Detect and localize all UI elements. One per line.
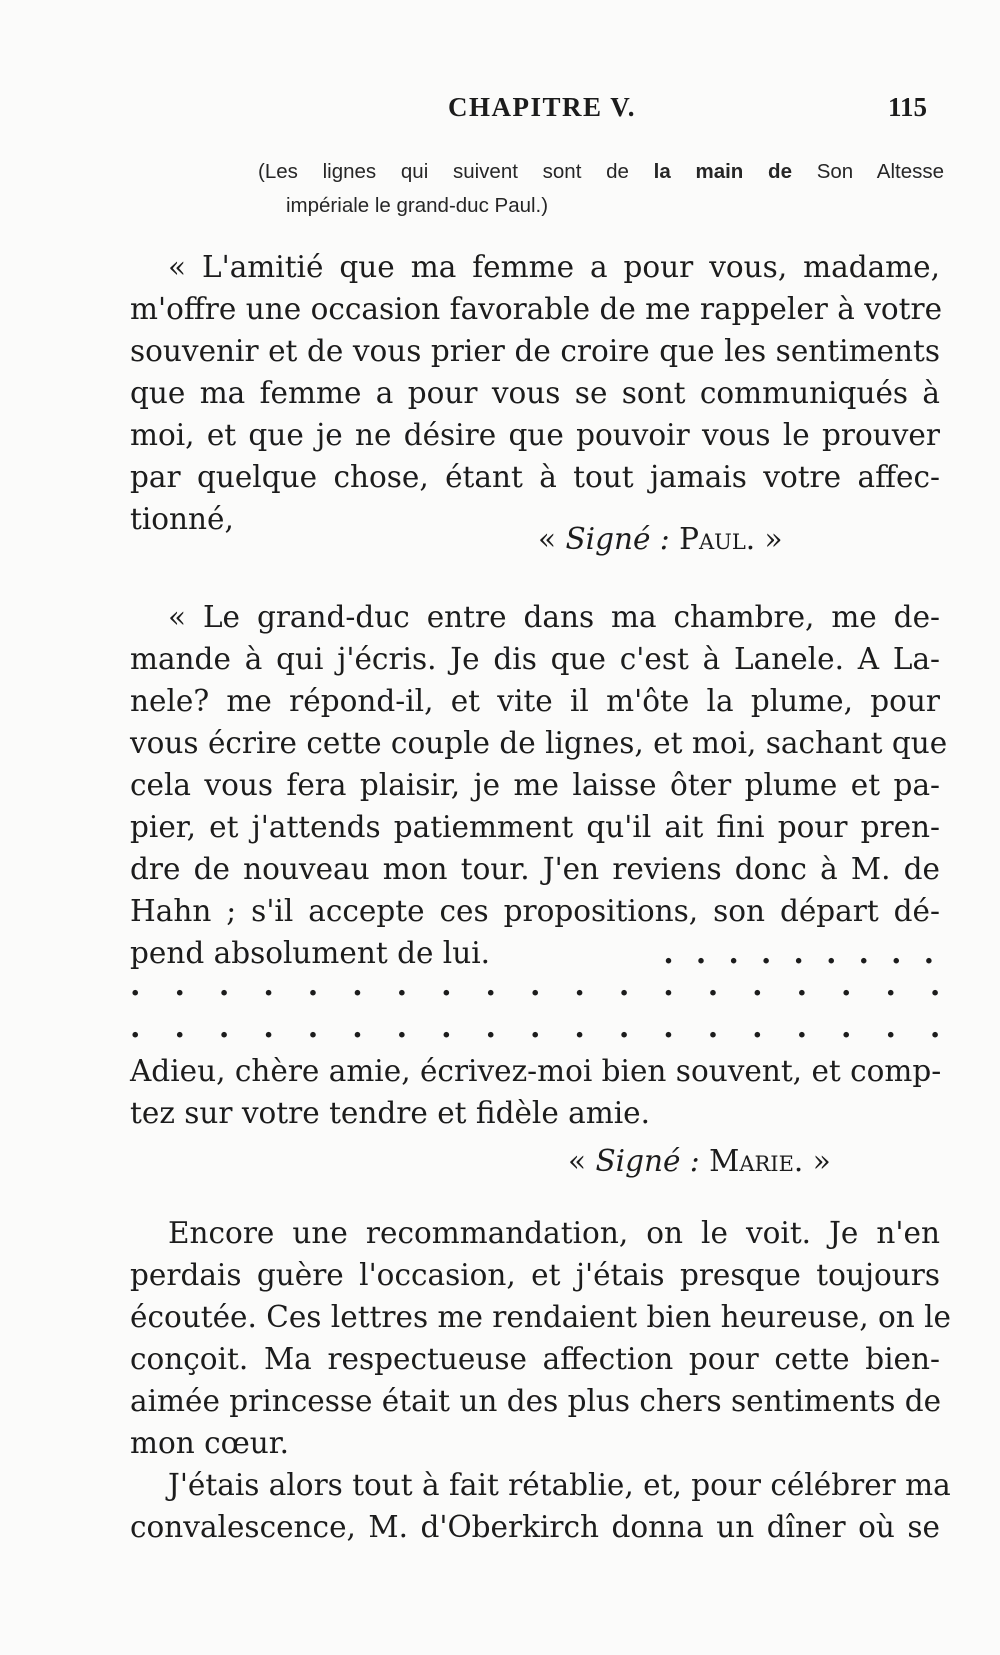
text-line: nele? me répond-il, et vite il m'ôte la plume, pour <box>130 684 940 718</box>
ellipsis-dots: . . . . . . . . . <box>663 935 940 970</box>
ellipsis-dot: . <box>796 1010 808 1045</box>
note-line <box>258 155 944 189</box>
signature-label: Signé : <box>595 1144 700 1178</box>
text-line: tez sur votre tendre et fidèle amie. <box>130 1096 651 1130</box>
ellipsis-dot: . <box>218 1010 230 1045</box>
ellipsis-dot: . <box>485 968 496 1003</box>
text-line: que ma femme a pour vous se sont communiqués à <box>130 376 940 410</box>
signature-name: Paul. <box>669 522 756 556</box>
ellipsis-dot: . <box>263 968 274 1003</box>
text-line: moi, et que je ne désire que pouvoir vous le prouver <box>130 418 940 452</box>
text-line: cela vous fera plaisir, je me laisse ôter plume et pa- <box>130 768 940 802</box>
ellipsis-dot: . <box>574 1010 585 1045</box>
text-line: mande à qui j'écris. Je dis que c'est à Lanele. A La- <box>130 642 940 676</box>
text-line: mon cœur. <box>130 1426 290 1460</box>
ellipsis-dot: . <box>752 1010 763 1045</box>
ellipsis-dot: . <box>174 1010 185 1045</box>
signature-marie <box>568 1144 831 1178</box>
ellipsis-dot: . <box>218 968 230 1003</box>
letter-marie-closing <box>130 1050 940 1134</box>
ellipsis-dot: . <box>929 968 941 1003</box>
signature-name: Marie. <box>699 1144 804 1178</box>
text-line: tionné, <box>130 502 234 536</box>
ellipsis-dot: . <box>707 968 719 1003</box>
text-line: vous écrire cette couple de lignes, et moi, sachant que <box>130 726 948 760</box>
letter-marie-body <box>130 596 948 974</box>
ellipsis-dot: . <box>130 1010 141 1045</box>
text-line: « Le grand-duc entre dans ma chambre, me de- <box>168 600 940 634</box>
ellipsis-dot: . <box>307 1010 319 1045</box>
text-line: Encore une recommandation, on le voit. Je n'en <box>168 1216 940 1250</box>
text-line: convalescence, M. d'Oberkirch donna un dîner où se <box>130 1510 940 1544</box>
ellipsis-dot: . <box>441 1010 452 1045</box>
text-line: pier, et j'attends patiemment qu'il ait fini pour pren- <box>130 810 940 844</box>
note-text: (Les lignes qui suivent sont de <box>258 160 654 183</box>
ellipsis-dot: . <box>752 968 763 1003</box>
text-line: par quelque chose, étant à tout jamais votre affec- <box>130 460 940 494</box>
letter-paul-body <box>130 246 943 540</box>
ellipsis-dot: . <box>663 968 674 1003</box>
running-title: CHAPITRE V. <box>448 92 637 122</box>
text-line: dre de nouveau mon tour. J'en reviens donc à M. de <box>130 852 940 886</box>
text-line: perdais guère l'occasion, et j'étais presque toujours <box>130 1258 940 1292</box>
text-line: J'étais alors tout à fait rétablie, et, pour célébrer ma <box>168 1468 951 1502</box>
text-line: m'offre une occasion favorable de me rappeler à votre <box>130 292 943 326</box>
quote-close: » <box>803 1144 831 1178</box>
ellipsis-dot: . <box>618 1010 630 1045</box>
text-line: Adieu, chère amie, écrivez-moi bien souvent, et comp- <box>130 1054 942 1088</box>
ellipsis-dot: . <box>841 968 852 1003</box>
ellipsis-dot: . <box>841 1010 852 1045</box>
text-line: conçoit. Ma respectueuse affection pour cette bien- <box>130 1342 940 1376</box>
note-line: impériale le grand-duc Paul.) <box>286 194 549 217</box>
ellipsis-dot: . <box>929 1010 941 1045</box>
ellipsis-dot: . <box>352 968 363 1003</box>
ellipsis-dot: . <box>885 1010 896 1045</box>
ellipsis-dot: . <box>441 968 452 1003</box>
page-number: 115 <box>888 92 928 122</box>
text-line: Hahn ; s'il accepte ces propositions, son départ dé- <box>130 894 940 928</box>
quote-open: « <box>568 1144 596 1178</box>
ellipsis-dot: . <box>174 968 185 1003</box>
narrative-paragraph-2 <box>130 1464 951 1548</box>
quote-close: » <box>755 522 783 556</box>
ellipsis-dot: . <box>707 1010 719 1045</box>
ellipsis-dot: . <box>263 1010 274 1045</box>
signature-paul <box>538 522 783 556</box>
text-line-end: pend absolument de lui. <box>130 936 491 970</box>
note-text: Son Altesse <box>791 160 945 183</box>
text-line: « L'amitié que ma femme a pour vous, madame, <box>168 250 940 284</box>
text-line: écoutée. Ces lettres me rendaient bien heureuse, on le <box>130 1300 952 1334</box>
signature-label: Signé : <box>565 522 670 556</box>
ellipsis-dot: . <box>529 1010 541 1045</box>
ellipsis-dot: . <box>485 1010 496 1045</box>
ellipsis-dot: . <box>618 968 630 1003</box>
ellipsis-dot: . <box>796 968 808 1003</box>
text-line: aimée princesse était un des plus chers sentiments de <box>130 1384 942 1418</box>
ellipsis-dot: . <box>574 968 585 1003</box>
ellipsis-dot: . <box>885 968 896 1003</box>
text-line: souvenir et de vous prier de croire que les sentiments <box>130 334 940 368</box>
ellipsis-dot: . <box>352 1010 363 1045</box>
quote-open: « <box>538 522 566 556</box>
ellipsis-dot: . <box>130 968 141 1003</box>
editorial-note <box>258 155 944 223</box>
note-text-bold: la main de <box>653 160 792 183</box>
ellipsis-dot: . <box>307 968 319 1003</box>
ellipsis-dot: . <box>663 1010 674 1045</box>
ellipsis-dot: . <box>529 968 541 1003</box>
ellipsis-dot: . <box>396 968 408 1003</box>
ellipsis-row <box>130 968 940 1003</box>
narrative-paragraph-1 <box>130 1212 952 1464</box>
ellipsis-row <box>130 1010 940 1045</box>
ellipsis-dot: . <box>396 1010 408 1045</box>
